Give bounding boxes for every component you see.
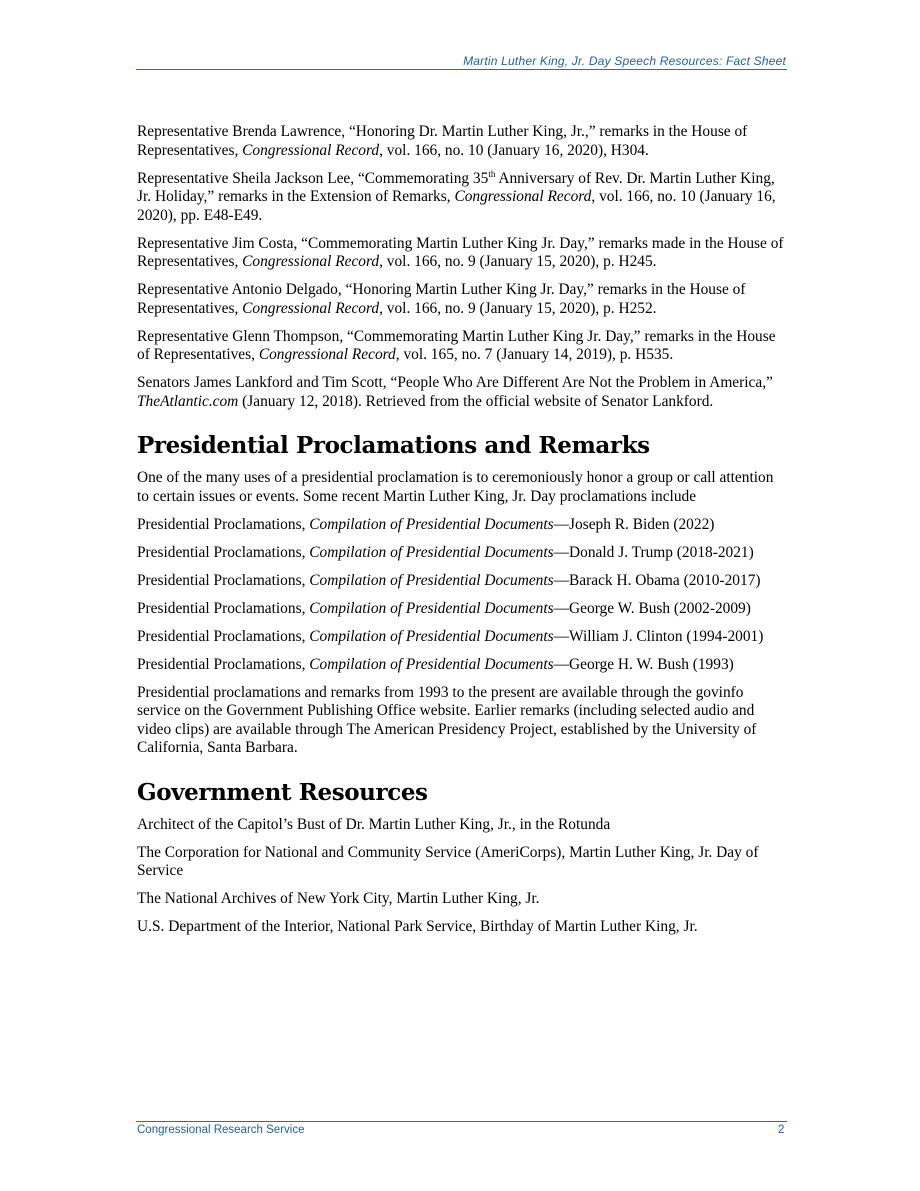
entry-citation: , vol. 165, no. 7 (January 14, 2019), p. H535. (395, 346, 674, 363)
entry-citation: , vol. 166, no. 10 (January 16, 2020), H304. (379, 141, 649, 159)
proclamation-item (137, 628, 787, 647)
entry-text: Representative Glenn Thompson, “Commemorating Martin Luther King Jr. Day,” remarks in the House of Representatives, (137, 327, 776, 363)
congressional-entry (137, 328, 787, 365)
proclamation-item (137, 544, 787, 563)
entry-citation: , vol. 166, no. 9 (January 15, 2020), p. H245. (379, 253, 657, 270)
entry-source: Congressional Record (242, 299, 380, 317)
item-president: —William J. Clinton (1994-2001) (553, 627, 764, 645)
entry-text: Representative Antonio Delgado, “Honoring Martin Luther King Jr. Day,” remarks in the House of Representatives, (137, 281, 746, 317)
congressional-entry (137, 281, 787, 318)
item-president: —George H. W. Bush (1993) (553, 655, 734, 673)
entry-source: Congressional Record (454, 188, 592, 205)
item-source: Compilation of Presidential Documents (309, 515, 554, 533)
government-resource-item: U.S. Department of the Interior, National Park Service, Birthday of Martin Luther King, Jr. (137, 918, 698, 935)
item-president: —Donald J. Trump (2018-2021) (553, 543, 754, 561)
item-source: Compilation of Presidential Documents (309, 571, 554, 589)
government-resource-item: The Corporation for National and Community Service (AmeriCorps), Martin Luther King, Jr. Day of Service (137, 843, 759, 879)
item-president: —Barack H. Obama (2010-2017) (553, 571, 761, 589)
page-content (137, 123, 787, 946)
proclamation-item (137, 572, 787, 591)
section-heading-government: Government Resources (137, 778, 428, 806)
proclamation-item (137, 516, 787, 535)
item-text: Presidential Proclamations, (137, 543, 310, 561)
government-resource-item: The National Archives of New York City, Martin Luther King, Jr. (137, 890, 540, 907)
item-text: Presidential Proclamations, (137, 655, 310, 673)
item-text: Presidential Proclamations, (137, 571, 310, 589)
congressional-entry (137, 123, 787, 160)
item-source: Compilation of Presidential Documents (309, 655, 554, 673)
government-resource-item: Architect of the Capitol’s Bust of Dr. Martin Luther King, Jr., in the Rotunda (137, 815, 611, 833)
proclamations-closing: Presidential proclamations and remarks from 1993 to the present are available through the govinfo service on the Government Publishing Office website. Earlier remarks (including selected audio and video clips) are available through The American Presidency Project, established by the University of California, Santa Barbara. (137, 683, 757, 756)
item-source: Compilation of Presidential Documents (309, 543, 554, 561)
entry-text: Senators James Lankford and Tim Scott, “People Who Are Different Are Not the Problem in America,” (137, 374, 773, 391)
entry-text: Representative Jim Costa, “Commemorating Martin Luther King Jr. Day,” remarks made in the House of Representatives, (137, 234, 784, 270)
entry-citation: , vol. 166, no. 9 (January 15, 2020), p. H252. (379, 299, 657, 317)
running-header: Martin Luther King, Jr. Day Speech Resources: Fact Sheet (463, 54, 786, 68)
header-rule (136, 69, 787, 70)
proclamation-item (137, 656, 787, 675)
congressional-entry (137, 235, 787, 272)
congressional-entry (137, 374, 787, 411)
proclamation-item (137, 600, 787, 619)
footer-publisher: Congressional Research Service (137, 1124, 305, 1136)
item-source: Compilation of Presidential Documents (309, 627, 554, 645)
congressional-entry (137, 170, 787, 226)
item-president: —Joseph R. Biden (2022) (553, 515, 715, 533)
footer-rule (136, 1121, 787, 1122)
entry-text: Representative Brenda Lawrence, “Honoring Dr. Martin Luther King, Jr.,” remarks in the House of Representatives, (137, 123, 748, 159)
entry-source: Congressional Record (242, 253, 380, 270)
entry-text: Representative Sheila Jackson Lee, “Commemorating 35 (137, 169, 489, 187)
ordinal-suffix: th (488, 168, 496, 179)
item-source: Compilation of Presidential Documents (309, 599, 554, 617)
entry-citation: (January 12, 2018). Retrieved from the official website of Senator Lankford. (238, 392, 714, 410)
item-text: Presidential Proclamations, (137, 515, 310, 533)
item-text: Presidential Proclamations, (137, 599, 310, 617)
entry-source: TheAtlantic.com (137, 392, 239, 410)
item-president: —George W. Bush (2002-2009) (553, 599, 751, 617)
entry-text: Anniversary of Rev. Dr. Martin Luther King, Jr. Holiday,” remarks in the Extension of Remarks, (137, 169, 775, 205)
section-heading-proclamations: Presidential Proclamations and Remarks (137, 432, 650, 459)
proclamations-intro: One of the many uses of a presidential proclamation is to ceremoniously honor a group or call attention to certain issues or events. Some recent Martin Luther King, Jr. Day proclamations include (137, 469, 774, 505)
entry-source: Congressional Record (242, 141, 380, 159)
page-number: 2 (778, 1124, 785, 1136)
entry-source: Congressional Record (258, 346, 396, 363)
item-text: Presidential Proclamations, (137, 627, 310, 645)
entry-citation: , vol. 166, no. 10 (January 16, 2020), pp. E48-E49. (137, 188, 776, 224)
